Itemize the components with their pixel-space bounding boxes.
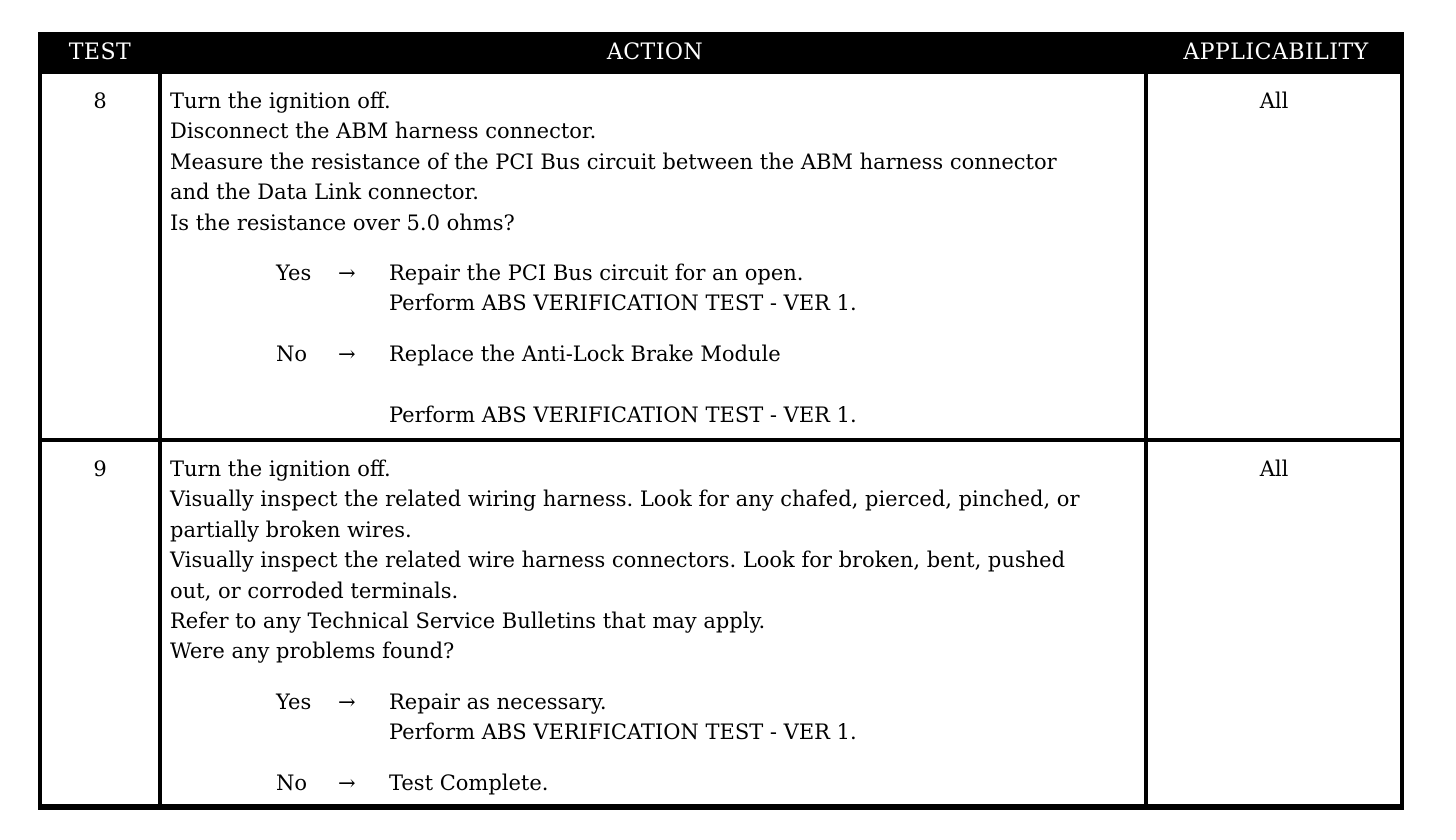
header-applicability: APPLICABILITY bbox=[1183, 40, 1369, 65]
row-9-applicability: All bbox=[1148, 442, 1400, 804]
outcome-no-label: No bbox=[276, 341, 308, 366]
diagnostic-test-table bbox=[38, 32, 1404, 810]
row-8-test-number: 8 bbox=[42, 74, 158, 438]
outcome-step: Repair the PCI Bus circuit for an open. bbox=[389, 260, 804, 285]
outcome-step: Repair as necessary. bbox=[389, 689, 607, 714]
header-action: ACTION bbox=[606, 40, 704, 65]
action-line: Visually inspect the related wiring harness. Look for any chafed, pierced, pinched, or bbox=[170, 487, 1080, 512]
arrow-right-icon: → bbox=[338, 689, 356, 714]
action-line: Refer to any Technical Service Bulletins that may apply. bbox=[170, 608, 766, 633]
arrow-right-icon: → bbox=[338, 341, 356, 366]
outcome-yes-label: Yes bbox=[276, 260, 312, 285]
header-test: TEST bbox=[68, 40, 132, 65]
outcome-step: Perform ABS VERIFICATION TEST - VER 1. bbox=[389, 402, 857, 427]
action-line: Were any problems found? bbox=[170, 639, 455, 664]
outcome-no bbox=[170, 339, 1144, 430]
action-line: Is the resistance over 5.0 ohms? bbox=[170, 210, 515, 235]
action-line: Turn the ignition off. bbox=[170, 89, 391, 113]
outcome-no bbox=[170, 768, 1144, 798]
outcome-step: Replace the Anti-Lock Brake Module bbox=[389, 341, 781, 366]
outcome-no-label: No bbox=[276, 770, 308, 795]
outcome-yes bbox=[170, 687, 1144, 748]
action-line: Visually inspect the related wire harness connectors. Look for broken, bent, pushed bbox=[170, 548, 1066, 573]
outcome-step: Perform ABS VERIFICATION TEST - VER 1. bbox=[389, 720, 857, 745]
outcome-yes bbox=[170, 258, 1144, 319]
row-8-applicability: All bbox=[1148, 74, 1400, 438]
outcome-step: Perform ABS VERIFICATION TEST - VER 1. bbox=[389, 291, 857, 316]
arrow-right-icon: → bbox=[338, 770, 356, 795]
row-8-action bbox=[162, 74, 1144, 438]
outcome-step: Test Complete. bbox=[389, 770, 549, 795]
action-line: Disconnect the ABM harness connector. bbox=[170, 119, 597, 144]
action-line: partially broken wires. bbox=[170, 517, 412, 542]
action-line: Measure the resistance of the PCI Bus circuit between the ABM harness connector bbox=[170, 149, 1057, 174]
action-line: Turn the ignition off. bbox=[170, 457, 391, 481]
row-9-test-number: 9 bbox=[42, 442, 158, 804]
action-line: out, or corroded terminals. bbox=[170, 578, 459, 603]
action-line: and the Data Link connector. bbox=[170, 180, 479, 205]
outcome-yes-label: Yes bbox=[276, 689, 312, 714]
row-9-action bbox=[162, 442, 1144, 804]
table-header bbox=[38, 32, 1404, 74]
arrow-right-icon: → bbox=[338, 260, 356, 285]
